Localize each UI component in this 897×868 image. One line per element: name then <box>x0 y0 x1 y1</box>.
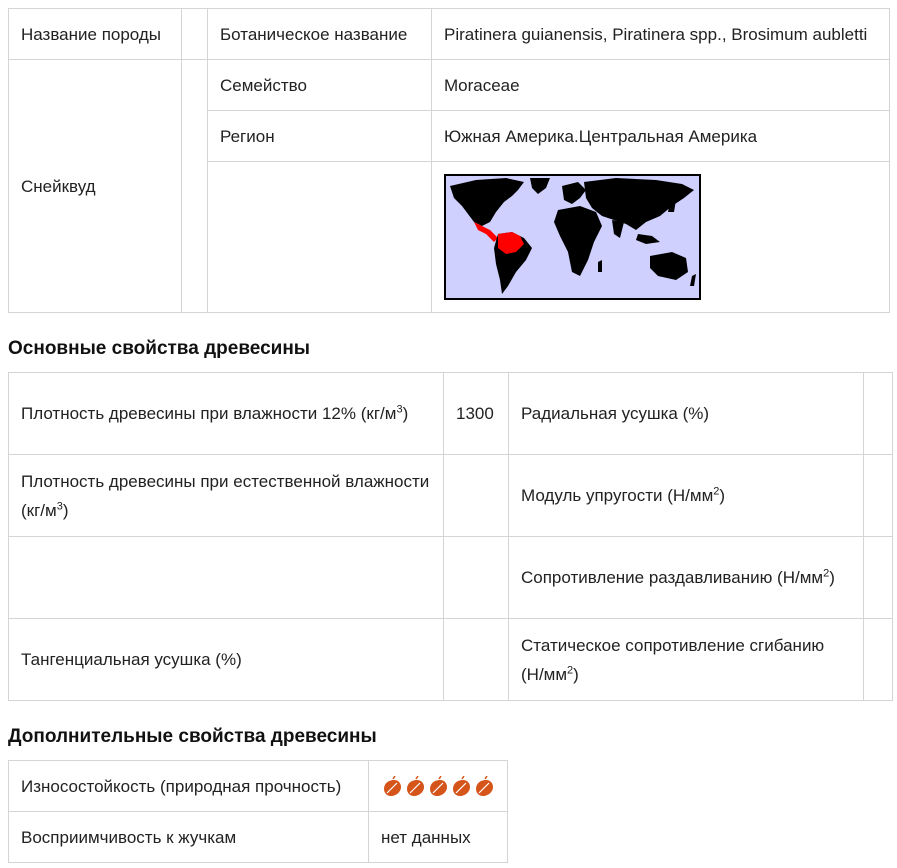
paren: ) <box>573 664 579 684</box>
empty-cell <box>444 537 509 619</box>
region-value: Южная Америка.Центральная Америка <box>444 126 758 146</box>
tangential-label: Тангенциальная усушка (%) <box>21 650 242 669</box>
leaf-icon <box>381 776 403 798</box>
superscript: 2 <box>823 567 830 580</box>
family-value-cell <box>432 60 890 111</box>
modulus-label-cell <box>509 455 864 537</box>
radial-label-cell <box>509 373 864 455</box>
leaf-icon <box>473 776 495 798</box>
superscript: 2 <box>567 663 574 676</box>
family-label-cell <box>208 60 432 111</box>
family-value: Moraceae <box>444 75 520 95</box>
bending-value-cell <box>864 619 893 701</box>
name-label-cell <box>9 9 182 60</box>
leaf-icon <box>450 776 472 798</box>
durability-rating-cell <box>369 761 508 812</box>
density-natural-value-cell <box>444 455 509 537</box>
empty-cell <box>208 162 432 313</box>
spacer-cell <box>182 9 208 60</box>
superscript: 3 <box>396 403 403 416</box>
density-natural-label: Плотность древесины при естественной влажности (кг/м <box>21 471 430 520</box>
region-label-cell <box>208 111 432 162</box>
crush-value-cell <box>864 537 893 619</box>
radial-value-cell <box>864 373 893 455</box>
beetle-label-cell <box>9 812 369 863</box>
beetle-value: нет данных <box>381 827 471 847</box>
density12-value: 1300 <box>456 404 494 423</box>
crush-label-cell <box>509 537 864 619</box>
world-map <box>444 174 701 300</box>
crush-label: Сопротивление раздавливанию (Н/мм <box>521 568 824 587</box>
modulus-value-cell <box>864 455 893 537</box>
botanical-value: Piratinera guianensis, Piratinera spp., Brosimum aubletti <box>444 24 868 44</box>
superscript: 3 <box>56 499 63 512</box>
paren: ) <box>62 500 69 520</box>
species-table <box>8 8 890 313</box>
tangential-label-cell <box>9 619 444 701</box>
tangential-value-cell <box>444 619 509 701</box>
extra-properties-heading: Дополнительные свойства древесины <box>8 726 377 747</box>
density12-label-cell <box>9 373 444 455</box>
empty-cell <box>9 537 444 619</box>
region-label: Регион <box>220 126 275 146</box>
leaf-icon <box>427 776 449 798</box>
family-label: Семейство <box>220 75 307 95</box>
superscript: 2 <box>713 485 720 498</box>
paren: ) <box>719 486 726 505</box>
durability-rating <box>381 776 495 798</box>
durability-label: Износостойкость (природная прочность) <box>21 776 342 796</box>
beetle-value-cell <box>369 812 508 863</box>
basic-properties-heading: Основные свойства древесины <box>8 338 311 359</box>
botanical-value-cell <box>432 9 890 60</box>
density-natural-label-cell <box>9 455 444 537</box>
region-value-cell <box>432 111 890 162</box>
paren: ) <box>402 404 409 423</box>
durability-label-cell <box>9 761 369 812</box>
paren: ) <box>829 568 835 587</box>
modulus-label: Модуль упругости (Н/мм <box>521 486 714 505</box>
density12-label: Плотность древесины при влажности 12% (кг/м <box>21 404 397 423</box>
species-name: Снейквуд <box>21 176 96 196</box>
map-cell <box>432 162 890 313</box>
species-name-cell <box>9 60 182 313</box>
botanical-label: Ботаническое название <box>220 24 408 44</box>
bending-label-cell <box>509 619 864 701</box>
botanical-label-cell <box>208 9 432 60</box>
name-label: Название породы <box>21 24 162 44</box>
bending-label: Статическое сопротивление сгибанию (Н/мм <box>521 635 825 684</box>
spacer-cell <box>182 60 208 313</box>
density12-value-cell <box>444 373 509 455</box>
basic-properties-table <box>8 372 893 701</box>
extra-properties-table <box>8 760 508 863</box>
leaf-icon <box>404 776 426 798</box>
beetle-label: Восприимчивость к жучкам <box>21 827 237 847</box>
radial-label: Радиальная усушка (%) <box>521 404 710 423</box>
